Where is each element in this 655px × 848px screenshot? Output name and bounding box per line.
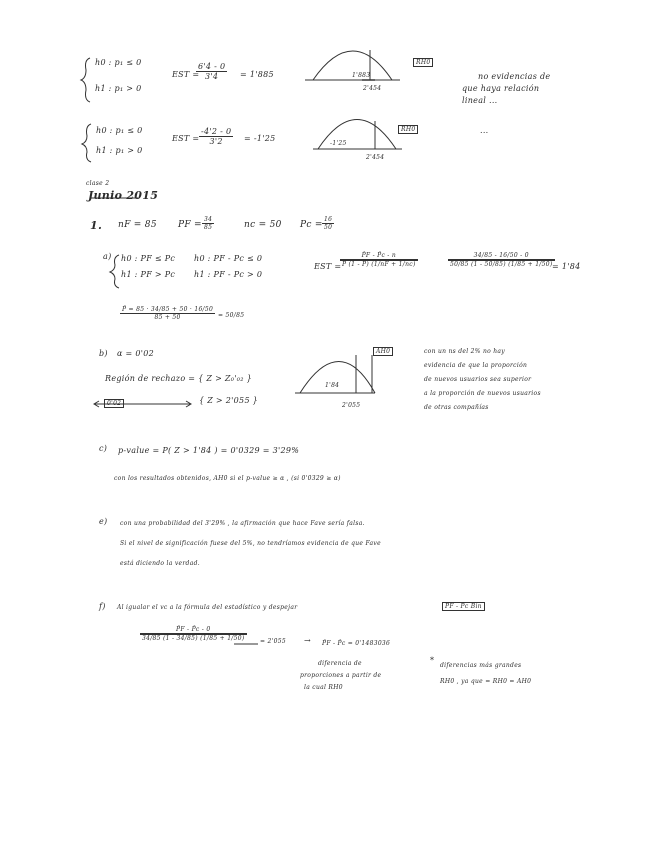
f-frac [140,626,247,642]
p1-h1: h1 : p₁ > 0 [95,84,142,93]
s1-pf-den: 85 [204,224,213,231]
p2-curve-right: 2'454 [366,154,385,161]
b-note-4: a la proporción de nuevos usuarios [424,390,541,397]
f-label: f) [99,602,106,611]
s1-nc: nc = 50 [244,220,282,230]
p2-est-num: -4'2 - 0 [201,127,232,136]
p1-est-num: 6'4 - 0 [198,62,226,71]
e-line-2: Si el nivel de significación fuese del 5%, no tendríamos evidencia de que Fave [120,540,381,547]
s1-pc-num: 16 [324,216,333,223]
a-est-label: EST = [314,262,342,271]
p1-h0: h0 : p₁ ≤ 0 [95,58,142,67]
c-note: con los resultados obtenidos, AH0 si el p-value ≥ α , (si 0'0329 ≥ α) [114,475,341,482]
p1-est-result: = 1'885 [240,70,274,79]
f-eq: = 2'055 [260,638,286,645]
f-left-note-2: proporciones a partir de [300,672,382,679]
s1-pc-label: Pc = [300,220,323,230]
f-boxed: P̂F - P̂c Bin [442,602,485,611]
p2-est-den: 3'2 [209,137,223,146]
b-note-1: con un ns del 2% no hay [424,348,505,355]
a-label: a) [103,252,112,261]
a-h0b: h0 : PF - Pc ≤ 0 [194,254,263,263]
c-label: c) [99,444,108,453]
b-region: Región de rechazo = { Z > Z₀'₀₂ } [105,374,253,383]
s1-pf-num: 34 [204,216,213,223]
p2-est-frac [199,127,233,146]
p2-est-label: EST = [172,134,200,143]
f-line: Al igualar el vc a la fórmula del estadístico y despejar [117,604,298,611]
p1-decision-box: RH0 [413,58,433,67]
a-h1: h1 : PF > Pc [121,270,176,279]
c-line: p-value = P( Z > 1'84 ) = 0'0329 = 3'29% [118,446,300,455]
f-right-note-1: diferencias más grandes [440,662,522,669]
s1-pc-den: 50 [324,224,333,231]
e-label: e) [99,517,108,526]
s1-pf-label: PF = [178,220,202,230]
p2-h0: h0 : p₁ ≤ 0 [96,126,143,135]
b-boxed-alpha: 0'02 [104,399,124,408]
s1-number: 1. [90,219,103,232]
f-right-note-2: RH0 , ya que = RH0 = AH0 [440,678,532,685]
f-left-note-1: diferencia de [318,660,362,667]
s1-pf-frac [202,216,214,231]
b-note-2: evidencia de que la proporción [424,362,528,369]
b-note-5: de otras compañías [424,404,489,411]
brace-p2 [82,124,91,162]
a-est-den: P̂ (1 - P̂) (1/nF + 1/nc) [342,261,416,268]
a-sub-num: 34/85 - 16/50 - 0 [448,252,555,260]
f-frac-den: 34/85 (1 - 34/85) (1/85 + 1/50) [142,635,245,642]
s1-pc-frac [322,216,334,231]
clase-label: clase 2 [86,180,110,187]
a-est-frac [340,252,418,268]
p1-est-frac [196,62,227,81]
pooled-den: 85 + 50 [154,314,181,321]
a-est-num: P̂F - P̂c - n [340,252,418,260]
b-curve-left: 1'84 [325,382,340,389]
b-decision-box: AH0 [373,347,393,356]
page-title: Junio 2015 [88,189,159,202]
p2-est-result: = -1'25 [244,134,276,143]
p1-note-1: no evidencias de [478,72,551,81]
f-star: * [430,656,435,665]
f-left-note-3: la cual RH0 [304,684,343,691]
f-result: P̂F - P̂c = 0'1483036 [322,640,391,647]
pooled-text: P̂ = 85 · 34/85 + 50 · 16/50 [122,306,214,313]
b-region-val: { Z > 2'055 } [199,396,259,405]
a-h1b: h1 : PF - Pc > 0 [194,270,263,279]
p1-note-2: que haya relación [462,84,540,93]
b-curve-right: 2'055 [342,402,361,409]
f-frac-num: P̂F - P̂c - 0 [140,626,247,634]
pooled-result: = 50/85 [218,312,245,319]
a-sub-den: 50/85 (1 - 50/85) (1/85 + 1/50) [450,261,553,268]
p1-curve-left: 1'883 [352,72,371,79]
p1-est-label: EST = [172,70,200,79]
p1-curve-right: 2'454 [363,85,382,92]
e-line-3: está diciendo la verdad. [120,560,200,567]
b-note-3: de nuevos usuarios sea superior [424,376,532,383]
p1-note-3: lineal ... [462,96,498,105]
p1-est-den: 3'4 [205,72,219,81]
p2-decision-box: RH0 [398,125,418,134]
s1-nf: nF = 85 [118,220,157,230]
f-arrow: → [304,636,312,645]
p2-h1: h1 : p₁ > 0 [96,146,143,155]
a-result: = 1'84 [552,262,581,271]
p2-dots: ... [480,126,489,135]
a-sub-frac [448,252,555,268]
pooled-frac [120,306,215,321]
a-h0: h0 : PF ≤ Pc [121,254,176,263]
e-line-1: con una probabilidad del 3'29% , la afirmación que hace Fave sería falsa. [120,520,365,527]
p2-curve-left: -1'25 [330,140,347,147]
b-alpha: α = 0'02 [117,349,155,358]
b-label: b) [99,349,108,358]
brace-p1 [81,58,90,102]
